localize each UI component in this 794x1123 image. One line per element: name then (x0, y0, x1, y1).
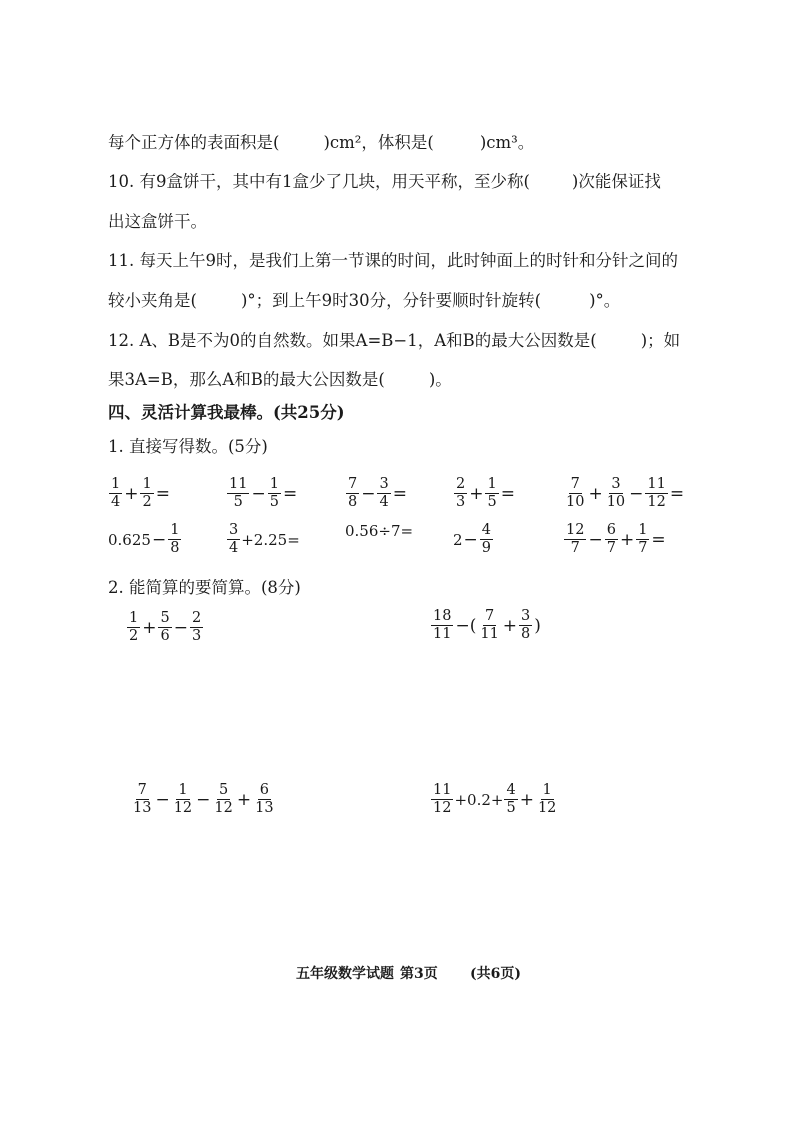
question-11-line-1: 11. 每天上午9时，是我们上第一节课的时间，此时钟面上的时针和分针之间的 (108, 251, 678, 270)
fraction: $\frac{4}{5}$ (506, 782, 516, 816)
fraction: $\frac{7}{13}$ (133, 782, 152, 816)
fraction: $\frac{1}{12}$ (537, 782, 557, 816)
fraction: $\frac{3}{10}$ (606, 476, 626, 510)
fraction: $\frac{1}{5}$ (487, 476, 497, 510)
fraction: $\frac{6}{7}$ (606, 522, 616, 556)
fraction: $\frac{7}{11}$ (480, 608, 499, 642)
fraction: $\frac{3}{4}$ (379, 476, 389, 510)
fraction: $\frac{3}{4}$ (229, 522, 239, 556)
footer-title: 五年级数学试题 (296, 966, 394, 982)
question-11-line-2: 较小夹角是( )°；到上午9时30分，分针要顺时针旋转( )°。 (108, 291, 621, 310)
fraction: $\frac{2}{3}$ (456, 476, 466, 510)
fraction: $\frac{18}{11}$ (433, 608, 452, 642)
simplify-1: $\frac{1}{2}$ + $\frac{5}{6}$ − $\frac{2}{3}$ (129, 610, 202, 644)
fraction: $\frac{1}{12}$ (173, 782, 193, 816)
fraction: $\frac{1}{5}$ (269, 476, 279, 510)
section-4-heading: 四、灵活计算我最棒。(共25分) (108, 403, 345, 422)
calc-1-2: $\frac{11}{5}$ − $\frac{1}{5}$ = (229, 476, 298, 510)
question-12-line-1: 12. A、B是不为0的自然数。如果A=B−1，A和B的最大公因数是( )；如 (108, 331, 681, 350)
line-surface-volume: 每个正方体的表面积是( )cm²，体积是( )cm³。 (108, 133, 535, 152)
calc-1-5: $\frac{7}{10}$ + $\frac{3}{10}$ − $\frac{11}{12}$ = (566, 476, 685, 510)
fraction: $\frac{11}{12}$ (433, 782, 452, 816)
fraction: $\frac{2}{3}$ (191, 610, 202, 644)
calc-2-1: 0.625 − $\frac{1}{8}$ (108, 522, 180, 556)
calc-1-3: $\frac{7}{8}$ − $\frac{3}{4}$ = (348, 476, 407, 510)
footer-page-number: 第3页 (400, 966, 438, 982)
fraction: $\frac{12}{7}$ (566, 522, 585, 556)
calc-1-1: $\frac{1}{4}$ + $\frac{1}{2}$ = (111, 476, 170, 510)
fraction: $\frac{1}{8}$ (170, 522, 180, 556)
calc-2-4: 2 − $\frac{4}{9}$ (453, 522, 492, 556)
fraction: $\frac{1}{2}$ (142, 476, 152, 510)
fraction: $\frac{4}{9}$ (481, 522, 492, 556)
question-12-line-2: 果3A=B，那么A和B的最大公因数是( )。 (108, 370, 452, 389)
calc-2-5: $\frac{12}{7}$ − $\frac{6}{7}$ + $\frac{1}{7}$ = (566, 522, 666, 556)
simplify-2: $\frac{18}{11}$ −( $\frac{7}{11}$ + $\frac{3}{8}$ ) (433, 608, 541, 642)
calc-1-4: $\frac{2}{3}$ + $\frac{1}{5}$ = (456, 476, 515, 510)
fraction: $\frac{5}{6}$ (160, 610, 170, 644)
simplify-4: $\frac{11}{12}$ +0.2+ $\frac{4}{5}$ + $\frac{1}{12}$ (433, 782, 557, 816)
fraction: $\frac{1}{7}$ (638, 522, 648, 556)
fraction: $\frac{1}{4}$ (111, 476, 121, 510)
fraction: $\frac{11}{5}$ (229, 476, 248, 510)
fraction: $\frac{5}{12}$ (214, 782, 233, 816)
question-10-line-2: 出这盒饼干。 (108, 212, 207, 231)
part-2-heading: 2. 能简算的要简算。(8分) (108, 578, 301, 597)
question-10-line-1: 10. 有9盒饼干，其中有1盒少了几块，用天平称，至少称( )次能保证找 (108, 172, 661, 191)
fraction: $\frac{7}{10}$ (566, 476, 585, 510)
simplify-3: $\frac{7}{13}$ − $\frac{1}{12}$ − $\frac{5}{12}$ + $\frac{6}{13}$ (133, 782, 274, 816)
fraction: $\frac{6}{13}$ (255, 782, 274, 816)
fraction: $\frac{11}{12}$ (647, 476, 666, 510)
fraction: $\frac{7}{8}$ (348, 476, 358, 510)
calc-2-2: $\frac{3}{4}$ +2.25= (229, 522, 300, 556)
part-1-heading: 1. 直接写得数。(5分) (108, 437, 268, 456)
footer-total-pages: (共6页) (470, 966, 521, 982)
fraction: $\frac{3}{8}$ (521, 608, 531, 642)
fraction: $\frac{1}{2}$ (129, 610, 139, 644)
calc-2-3: 0.56÷7= (345, 522, 414, 540)
